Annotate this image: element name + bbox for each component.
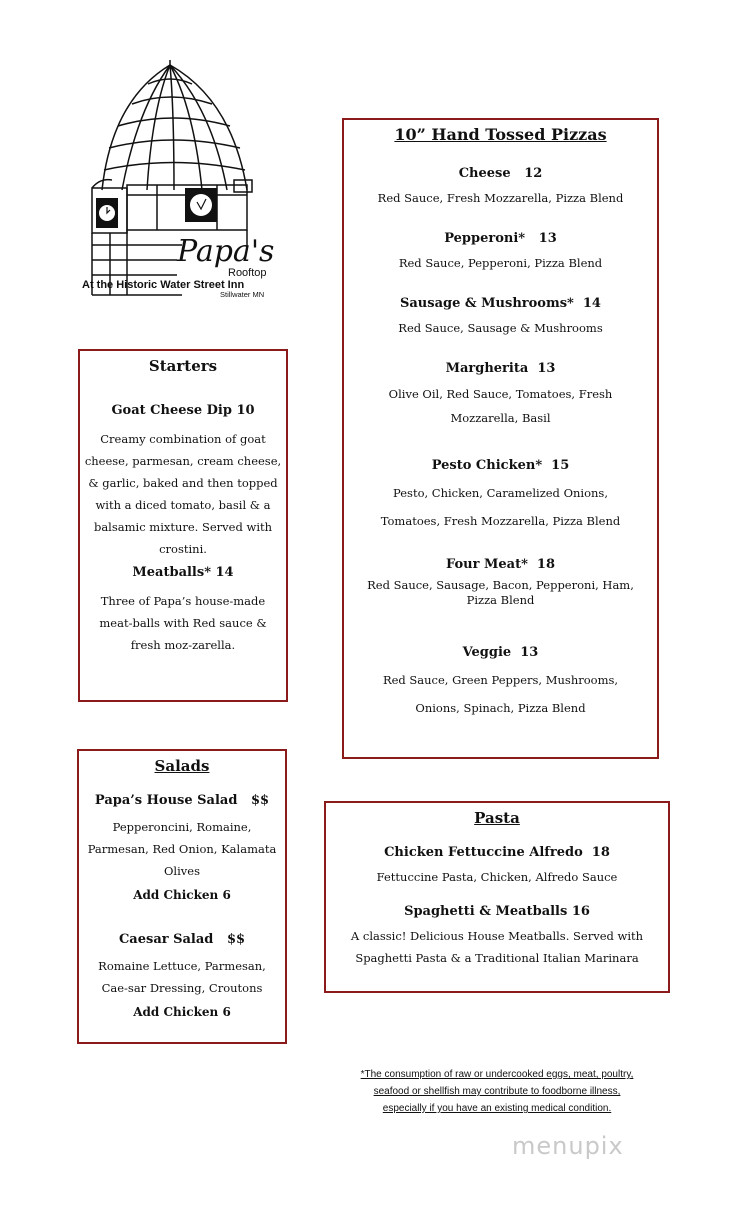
starters-title: Starters bbox=[148, 357, 218, 375]
item-name: Four Meat* 18 bbox=[445, 557, 556, 572]
item-description: Red Sauce, Green Peppers, Mushrooms, Onions, Spinach, Pizza Blend bbox=[382, 673, 619, 715]
item-name: Sausage & Mushrooms* 14 bbox=[400, 296, 601, 311]
item-addon: Add Chicken 6 bbox=[133, 888, 231, 902]
item-description: Red Sauce, Fresh Mozzarella, Pizza Blend bbox=[377, 191, 624, 205]
item-addon: Add Chicken 6 bbox=[133, 1005, 231, 1019]
item-description: Pepperoncini, Romaine, Parmesan, Red Onion, Kalamata Olives bbox=[87, 820, 277, 878]
item-name: Caesar Salad $$ bbox=[118, 932, 246, 947]
salads-title: Salads bbox=[154, 757, 210, 775]
item-description: Three of Papa’s house-made meat-balls with Red sauce & fresh moz-zarella. bbox=[99, 594, 267, 652]
menu-item bbox=[358, 361, 643, 430]
item-description: Red Sauce, Pepperoni, Pizza Blend bbox=[398, 256, 603, 270]
logo-name: Papa's bbox=[177, 234, 275, 269]
pizzas-title: 10” Hand Tossed Pizzas bbox=[394, 125, 607, 144]
menu-item bbox=[356, 557, 645, 608]
item-description: Red Sauce, Sausage, Bacon, Pepperoni, Ham, Pizza Blend bbox=[367, 578, 634, 607]
item-name: Margherita 13 bbox=[445, 361, 556, 376]
item-name: Papa’s House Salad $$ bbox=[94, 793, 270, 808]
menu-item bbox=[362, 645, 639, 722]
item-name: Chicken Fettuccine Alfredo 18 bbox=[384, 845, 610, 860]
restaurant-logo bbox=[82, 60, 282, 300]
pasta-title: Pasta bbox=[474, 809, 520, 827]
menu-item bbox=[88, 565, 278, 656]
logo-tagline: At the Historic Water Street Inn bbox=[82, 279, 245, 291]
item-name: Veggie 13 bbox=[462, 645, 539, 660]
item-name: Goat Cheese Dip 10 bbox=[111, 403, 255, 418]
item-name: Spaghetti & Meatballs 16 bbox=[404, 904, 590, 919]
pizzas-section bbox=[342, 118, 659, 759]
foodborne-disclaimer: *The consumption of raw or undercooked eggs, meat, poultry, seafood or shellfish may contribute to foodborne illness, especially if you have an existing medical condition. bbox=[360, 1069, 634, 1114]
menu-item bbox=[87, 932, 277, 1019]
menu-item bbox=[352, 166, 649, 209]
item-name: Meatballs* 14 bbox=[132, 565, 234, 580]
menu-item bbox=[352, 296, 649, 339]
item-name: Cheese 12 bbox=[458, 166, 543, 181]
menu-item bbox=[83, 793, 281, 902]
menu-item bbox=[352, 231, 649, 274]
item-description: Romaine Lettuce, Parmesan, Cae-sar Dressing, Croutons bbox=[98, 959, 266, 995]
menu-item bbox=[330, 845, 664, 888]
salads-section bbox=[77, 749, 287, 1044]
pasta-section bbox=[324, 801, 670, 993]
item-description: Red Sauce, Sausage & Mushrooms bbox=[398, 321, 603, 335]
starters-section bbox=[78, 349, 288, 702]
menu-item bbox=[332, 904, 662, 969]
logo-subtitle: Rooftop bbox=[228, 267, 267, 279]
item-description: Fettuccine Pasta, Chicken, Alfredo Sauce bbox=[376, 870, 618, 884]
menupix-watermark: menupix bbox=[512, 1132, 624, 1160]
item-description: Pesto, Chicken, Caramelized Onions, Tomatoes, Fresh Mozzarella, Pizza Blend bbox=[380, 486, 621, 528]
item-name: Pesto Chicken* 15 bbox=[431, 458, 570, 473]
item-description: Olive Oil, Red Sauce, Tomatoes, Fresh Mozzarella, Basil bbox=[388, 387, 613, 425]
logo-location: Stillwater MN bbox=[220, 290, 265, 299]
item-description: Creamy combination of goat cheese, parmesan, cream cheese, & garlic, baked and then topped with a diced tomato, basil & a balsamic mixture. Served with crostini. bbox=[84, 432, 282, 556]
menu-item bbox=[84, 403, 282, 560]
item-name: Pepperoni* 13 bbox=[444, 231, 557, 246]
item-description: A classic! Delicious House Meatballs. Served with Spaghetti Pasta & a Traditional Italian Marinara bbox=[350, 929, 644, 965]
menu-item bbox=[364, 458, 637, 535]
